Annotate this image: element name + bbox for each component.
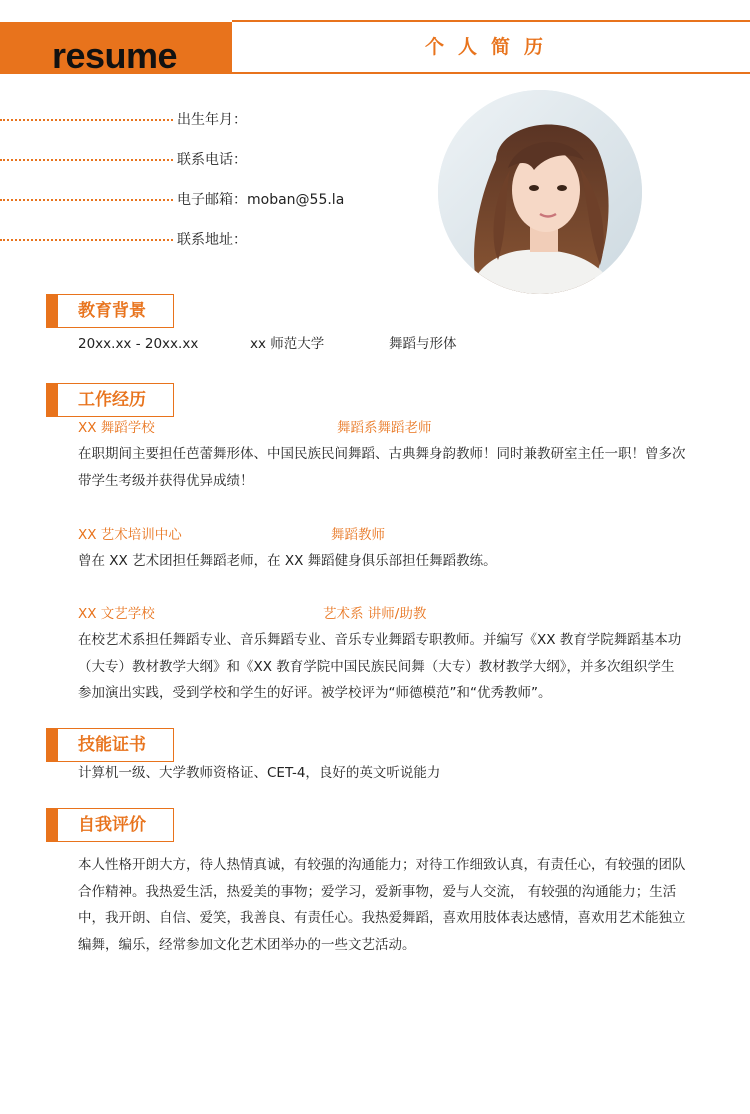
info-dotted-line — [0, 239, 173, 241]
job-role: 舞蹈系舞蹈老师 — [337, 420, 432, 436]
job-org: XX 舞蹈学校 — [78, 420, 155, 436]
job-org: XX 文艺学校 — [78, 606, 155, 622]
section-accent-bar — [46, 383, 58, 417]
header-bottom-rule — [232, 72, 750, 74]
self-eval-text: 本人性格开朗大方，待人热情真诚，有较强的沟通能力；对待工作细致认真，有责任心，有较强的团队合作精神。我热爱生活，热爱美的事物；爱学习，爱新事物，爱与人交流， 有较强的沟通能力；生活中，我开朗、自信、爱笑，我善良、有责任心。我热爱舞蹈，喜欢用肢体表达感情，喜欢用艺术能独立编舞，编乐，经常参加文化艺术团举办的一些文艺活动。 — [78, 857, 686, 953]
education-major: 舞蹈与形体 — [389, 336, 457, 352]
address-label: 联系地址： — [177, 232, 247, 248]
work-title: 工作经历 — [78, 390, 146, 410]
portrait-illustration — [438, 90, 642, 294]
job-role: 舞蹈教师 — [331, 527, 385, 543]
birth-label: 出生年月： — [177, 112, 247, 128]
profile-photo — [438, 90, 642, 294]
email-label: 电子邮箱：moban@55.la — [177, 192, 345, 208]
education-school: xx 师范大学 — [250, 336, 325, 352]
info-dotted-line — [0, 199, 173, 201]
education-period: 20xx.xx - 20xx.xx — [78, 336, 199, 352]
job-org: XX 艺术培训中心 — [78, 527, 182, 543]
resume-label: resume — [52, 35, 178, 76]
job-description: 在职期间主要担任芭蕾舞形体、中国民族民间舞蹈、古典舞身韵教师！同时兼教研室主任一职！曾多次带学生考级并获得优异成绩！ — [78, 446, 686, 489]
phone-label: 联系电话： — [177, 152, 247, 168]
section-accent-bar — [46, 294, 58, 328]
self-eval-title: 自我评价 — [78, 815, 146, 835]
job-description: 在校艺术系担任舞蹈专业、音乐舞蹈专业、音乐专业舞蹈专职教师。并编写《XX 教育学院舞蹈基本功（大专）教材教学大纲》和《XX 教育学院中国民族民间舞（大专）教材教学大纲》，并多次组织学生参加演出实践，受到学校和学生的好评。被学校评为“师德模范”和“优秀教师”。 — [78, 632, 682, 701]
skills-title: 技能证书 — [78, 735, 146, 755]
section-accent-bar — [46, 728, 58, 762]
page-title: 个人简历 — [424, 36, 557, 58]
job-role: 艺术系 讲师/助教 — [323, 606, 427, 622]
education-title: 教育背景 — [78, 301, 146, 321]
job-description: 曾在 XX 艺术团担任舞蹈老师，在 XX 舞蹈健身俱乐部担任舞蹈教练。 — [78, 553, 497, 569]
header-top-rule — [232, 20, 750, 22]
info-dotted-line — [0, 159, 173, 161]
info-dotted-line — [0, 119, 173, 121]
skills-text: 计算机一级、大学教师资格证、CET-4，良好的英文听说能力 — [78, 765, 441, 781]
section-accent-bar — [46, 808, 58, 842]
